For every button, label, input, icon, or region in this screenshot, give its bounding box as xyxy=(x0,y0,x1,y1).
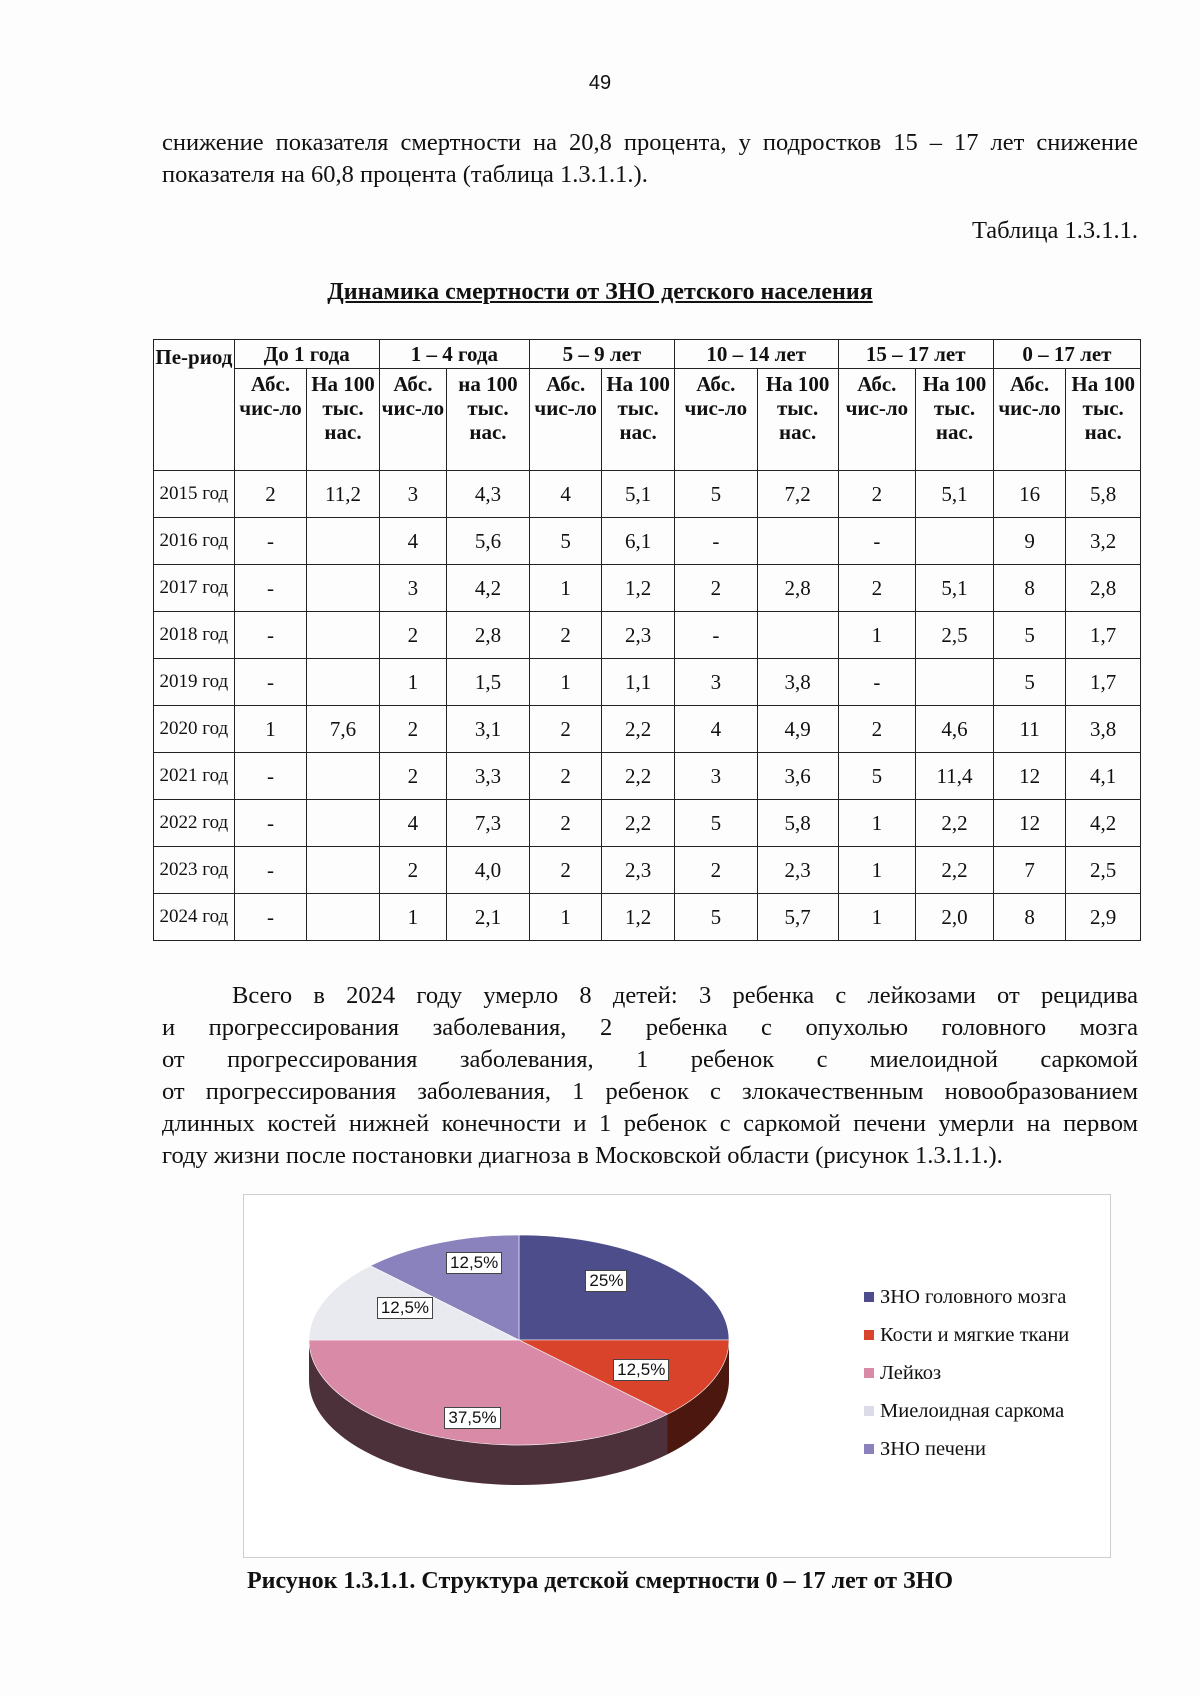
value-cell: 1 xyxy=(529,565,601,612)
value-cell: 1,5 xyxy=(447,659,530,706)
table-title: Динамика смертности от ЗНО детского населения xyxy=(327,279,873,305)
pie-data-label: 12,5% xyxy=(613,1359,669,1381)
value-cell: 5 xyxy=(993,612,1065,659)
period-header xyxy=(154,340,235,471)
value-cell: 12 xyxy=(993,800,1065,847)
value-cell: 2,2 xyxy=(602,706,675,753)
value-cell: - xyxy=(234,894,306,941)
table-row xyxy=(154,518,1141,565)
pie-data-label: 25% xyxy=(585,1270,627,1292)
legend-item xyxy=(864,1278,1069,1316)
value-cell: 5,8 xyxy=(1066,471,1141,518)
summary-line: от прогрессирования заболевания, 1 ребенок с миелоидной саркомой xyxy=(162,1046,1138,1073)
value-cell xyxy=(307,847,380,894)
value-cell: 1 xyxy=(529,894,601,941)
value-cell: - xyxy=(234,565,306,612)
value-cell: 2 xyxy=(529,753,601,800)
group-header: 5 – 9 лет xyxy=(529,340,674,369)
table-row xyxy=(154,706,1141,753)
pie-data-label: 12,5% xyxy=(446,1252,502,1274)
summary-line: длинных костей нижней конечности и 1 ребенок с саркомой печени умерли на первом xyxy=(162,1110,1138,1137)
value-cell xyxy=(757,612,838,659)
value-cell: 2 xyxy=(838,565,916,612)
page-number: 49 xyxy=(588,72,612,94)
pie-data-label: 37,5% xyxy=(444,1407,500,1429)
group-header: 10 – 14 лет xyxy=(674,340,838,369)
legend-swatch xyxy=(864,1330,874,1340)
value-cell: 2,3 xyxy=(757,847,838,894)
value-cell: 5,8 xyxy=(757,800,838,847)
value-cell xyxy=(757,518,838,565)
value-cell xyxy=(307,659,380,706)
subheader-abs: Абс. чис-ло xyxy=(838,369,916,471)
value-cell: 4 xyxy=(529,471,601,518)
value-cell xyxy=(307,753,380,800)
value-cell: 4 xyxy=(379,800,446,847)
value-cell: 1 xyxy=(838,612,916,659)
table-body xyxy=(154,471,1141,941)
value-cell: 11 xyxy=(993,706,1065,753)
value-cell: 5,7 xyxy=(757,894,838,941)
subheader-abs: Абс. чис-ло xyxy=(529,369,601,471)
group-header: 0 – 17 лет xyxy=(993,340,1140,369)
group-header: 1 – 4 года xyxy=(379,340,529,369)
table-row xyxy=(154,894,1141,941)
legend-swatch xyxy=(864,1444,874,1454)
period-cell: 2015 год xyxy=(154,471,235,518)
period-cell: 2023 год xyxy=(154,847,235,894)
legend-item xyxy=(864,1316,1069,1354)
value-cell: 7,6 xyxy=(307,706,380,753)
value-cell: 2,2 xyxy=(916,800,994,847)
value-cell xyxy=(307,612,380,659)
value-cell: 3,1 xyxy=(447,706,530,753)
group-header: До 1 года xyxy=(234,340,379,369)
value-cell: - xyxy=(234,753,306,800)
value-cell: 1,2 xyxy=(602,894,675,941)
value-cell: - xyxy=(234,800,306,847)
value-cell: - xyxy=(234,847,306,894)
value-cell: 3 xyxy=(379,471,446,518)
table-row xyxy=(154,847,1141,894)
table-row xyxy=(154,471,1141,518)
subheader-rate: На 100 тыс. нас. xyxy=(307,369,380,471)
table-group-header-row xyxy=(154,340,1141,369)
table-row xyxy=(154,612,1141,659)
summary-line: и прогрессирования заболевания, 2 ребенка с опухолью головного мозга xyxy=(162,1014,1138,1041)
subheader-abs: Абс. чис-ло xyxy=(379,369,446,471)
value-cell: 5,6 xyxy=(447,518,530,565)
value-cell: 2,2 xyxy=(916,847,994,894)
value-cell: 8 xyxy=(993,894,1065,941)
value-cell: 2 xyxy=(674,847,757,894)
legend-label: ЗНО головного мозга xyxy=(880,1286,1067,1308)
pie-data-label: 12,5% xyxy=(377,1297,433,1319)
table-label: Таблица 1.3.1.1. xyxy=(971,217,1138,244)
value-cell: - xyxy=(838,518,916,565)
value-cell: - xyxy=(674,518,757,565)
figure-caption: Рисунок 1.3.1.1. Структура детской смертности 0 – 17 лет от ЗНО xyxy=(246,1568,954,1594)
value-cell: 2 xyxy=(379,847,446,894)
value-cell: 2 xyxy=(379,753,446,800)
value-cell: 3 xyxy=(674,753,757,800)
value-cell: 5 xyxy=(674,894,757,941)
value-cell: 2,3 xyxy=(602,847,675,894)
value-cell: 1,2 xyxy=(602,565,675,612)
value-cell: 5 xyxy=(838,753,916,800)
legend-item xyxy=(864,1392,1069,1430)
period-cell: 2021 год xyxy=(154,753,235,800)
value-cell: 3,3 xyxy=(447,753,530,800)
summary-line: Всего в 2024 году умерло 8 детей: 3 ребенка с лейкозами от рецидива xyxy=(232,982,1138,1009)
intro-line-1: снижение показателя смертности на 20,8 процента, у подростков 15 – 17 лет снижение xyxy=(162,129,1138,156)
value-cell: 3 xyxy=(379,565,446,612)
summary-paragraph xyxy=(162,980,1138,1172)
table-row xyxy=(154,565,1141,612)
value-cell: 4 xyxy=(379,518,446,565)
chart-legend xyxy=(864,1278,1069,1468)
value-cell: 4,1 xyxy=(1066,753,1141,800)
value-cell: 5 xyxy=(529,518,601,565)
period-header-text: Пе-риод xyxy=(155,345,233,369)
legend-label: Миелоидная саркома xyxy=(880,1400,1065,1422)
intro-line-2: показателя на 60,8 процента (таблица 1.3.1.1.). xyxy=(162,161,648,188)
value-cell: 1 xyxy=(838,847,916,894)
intro-paragraph xyxy=(162,127,1138,191)
value-cell: - xyxy=(838,659,916,706)
mortality-table xyxy=(153,339,1141,941)
value-cell: 4,3 xyxy=(447,471,530,518)
summary-line: году жизни после постановки диагноза в Московской области (рисунок 1.3.1.1.). xyxy=(162,1142,1003,1169)
value-cell: 1,7 xyxy=(1066,659,1141,706)
table-row xyxy=(154,659,1141,706)
value-cell: - xyxy=(674,612,757,659)
value-cell: 5,1 xyxy=(602,471,675,518)
period-cell: 2020 год xyxy=(154,706,235,753)
value-cell xyxy=(307,518,380,565)
value-cell: 2,2 xyxy=(602,800,675,847)
value-cell: 11,4 xyxy=(916,753,994,800)
value-cell: 2,5 xyxy=(1066,847,1141,894)
value-cell xyxy=(916,518,994,565)
period-cell: 2024 год xyxy=(154,894,235,941)
subheader-rate: На 100 тыс. нас. xyxy=(916,369,994,471)
value-cell: 1 xyxy=(529,659,601,706)
value-cell: 3 xyxy=(674,659,757,706)
value-cell: 5,1 xyxy=(916,565,994,612)
period-cell: 2022 год xyxy=(154,800,235,847)
value-cell: 2 xyxy=(838,706,916,753)
value-cell: 5 xyxy=(674,800,757,847)
value-cell: 4,6 xyxy=(916,706,994,753)
value-cell: 2 xyxy=(379,612,446,659)
table-subheader-row xyxy=(154,369,1141,471)
legend-swatch xyxy=(864,1292,874,1302)
legend-label: Кости и мягкие ткани xyxy=(880,1324,1070,1346)
legend-swatch xyxy=(864,1368,874,1378)
value-cell: 6,1 xyxy=(602,518,675,565)
value-cell xyxy=(307,800,380,847)
subheader-rate: на 100 тыс. нас. xyxy=(447,369,530,471)
value-cell: 16 xyxy=(993,471,1065,518)
value-cell: 4 xyxy=(674,706,757,753)
value-cell: 7 xyxy=(993,847,1065,894)
legend-item xyxy=(864,1430,1069,1468)
value-cell: 3,6 xyxy=(757,753,838,800)
value-cell: 5 xyxy=(674,471,757,518)
value-cell: 7,2 xyxy=(757,471,838,518)
value-cell: 12 xyxy=(993,753,1065,800)
value-cell: - xyxy=(234,518,306,565)
table-row xyxy=(154,753,1141,800)
period-cell: 2017 год xyxy=(154,565,235,612)
value-cell: 11,2 xyxy=(307,471,380,518)
value-cell: 2,0 xyxy=(916,894,994,941)
subheader-abs: Абс. чис-ло xyxy=(674,369,757,471)
value-cell: 1,1 xyxy=(602,659,675,706)
legend-label: Лейкоз xyxy=(880,1362,942,1384)
subheader-rate: На 100 тыс. нас. xyxy=(757,369,838,471)
value-cell: 2 xyxy=(529,612,601,659)
value-cell: 1 xyxy=(379,659,446,706)
subheader-rate: На 100 тыс. нас. xyxy=(1066,369,1141,471)
value-cell: 1 xyxy=(234,706,306,753)
subheader-abs: Абс. чис-ло xyxy=(234,369,306,471)
value-cell xyxy=(916,659,994,706)
value-cell: 2,9 xyxy=(1066,894,1141,941)
table-row xyxy=(154,800,1141,847)
subheader-abs: Абс. чис-ло xyxy=(993,369,1065,471)
legend-item xyxy=(864,1354,1069,1392)
period-cell: 2019 год xyxy=(154,659,235,706)
value-cell: 2,5 xyxy=(916,612,994,659)
period-cell: 2018 год xyxy=(154,612,235,659)
value-cell: - xyxy=(234,659,306,706)
value-cell: 2,8 xyxy=(757,565,838,612)
value-cell: 2,8 xyxy=(447,612,530,659)
value-cell: 1 xyxy=(379,894,446,941)
value-cell: 2,8 xyxy=(1066,565,1141,612)
value-cell: 2,2 xyxy=(602,753,675,800)
value-cell xyxy=(307,894,380,941)
value-cell: 2 xyxy=(529,847,601,894)
value-cell: 3,8 xyxy=(1066,706,1141,753)
value-cell: - xyxy=(234,612,306,659)
value-cell: 2,3 xyxy=(602,612,675,659)
group-header: 15 – 17 лет xyxy=(838,340,993,369)
value-cell: 2 xyxy=(674,565,757,612)
value-cell: 1 xyxy=(838,800,916,847)
value-cell: 2 xyxy=(379,706,446,753)
value-cell: 7,3 xyxy=(447,800,530,847)
value-cell: 2 xyxy=(529,706,601,753)
legend-label: ЗНО печени xyxy=(880,1438,986,1460)
summary-line: от прогрессирования заболевания, 1 ребенок с злокачественным новообразованием xyxy=(162,1078,1138,1105)
value-cell xyxy=(307,565,380,612)
value-cell: 5 xyxy=(993,659,1065,706)
value-cell: 2 xyxy=(529,800,601,847)
value-cell: 4,2 xyxy=(447,565,530,612)
legend-swatch xyxy=(864,1406,874,1416)
pie-chart xyxy=(244,1195,844,1557)
value-cell: 1 xyxy=(838,894,916,941)
value-cell: 2 xyxy=(234,471,306,518)
period-cell: 2016 год xyxy=(154,518,235,565)
value-cell: 3,8 xyxy=(757,659,838,706)
value-cell: 2 xyxy=(838,471,916,518)
value-cell: 2,1 xyxy=(447,894,530,941)
value-cell: 4,9 xyxy=(757,706,838,753)
value-cell: 9 xyxy=(993,518,1065,565)
value-cell: 4,2 xyxy=(1066,800,1141,847)
value-cell: 4,0 xyxy=(447,847,530,894)
value-cell: 5,1 xyxy=(916,471,994,518)
value-cell: 3,2 xyxy=(1066,518,1141,565)
value-cell: 8 xyxy=(993,565,1065,612)
pie-chart-frame xyxy=(243,1194,1111,1558)
subheader-rate: На 100 тыс. нас. xyxy=(602,369,675,471)
value-cell: 1,7 xyxy=(1066,612,1141,659)
